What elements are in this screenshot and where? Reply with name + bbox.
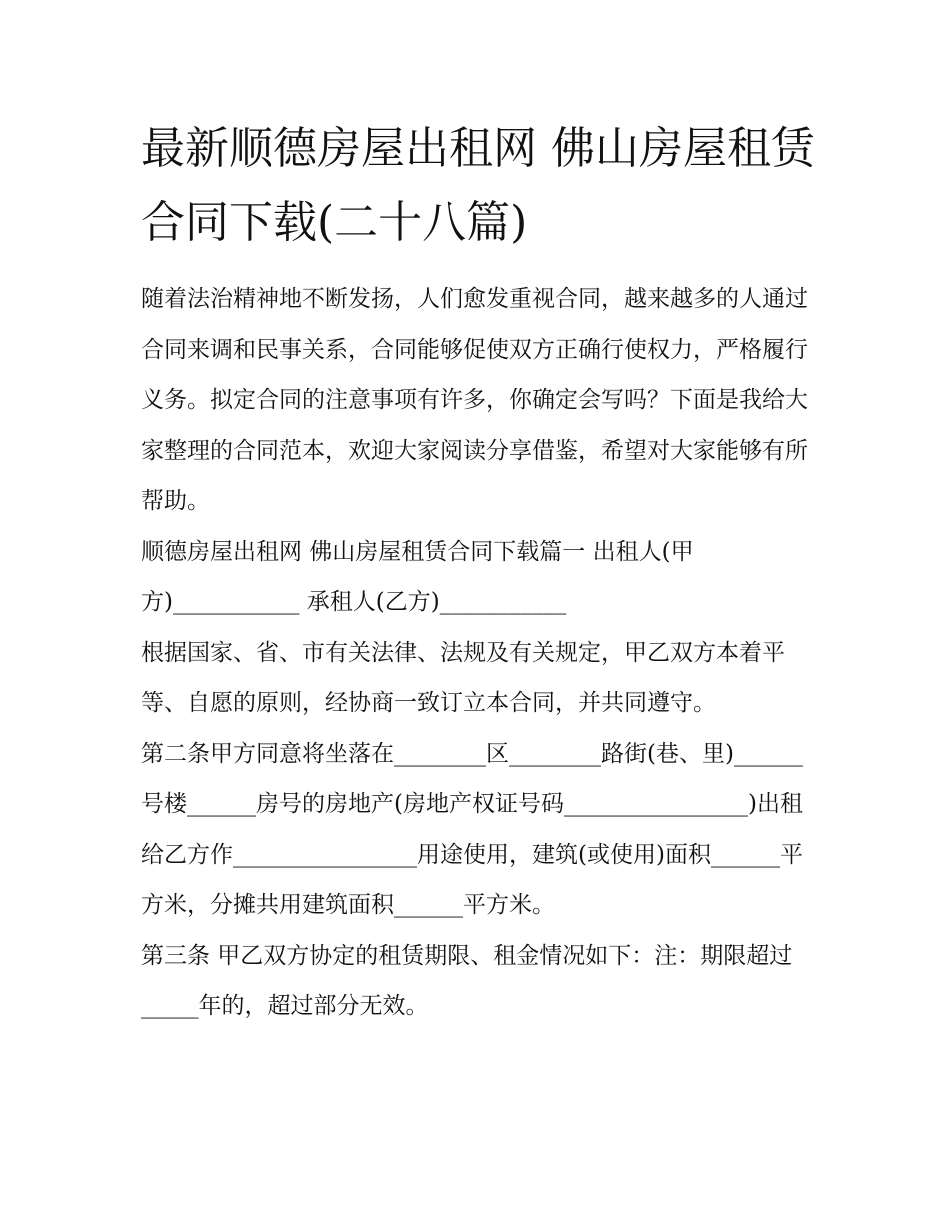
article-two-paragraph: 第二条甲方同意将坐落在________区________路街(巷、里)______号楼______房号的房地产(房地产权证号码________________)出租给乙方作________________用途使用，建筑(或使用)面积______平方米，分摊共用建筑面积______平方米。 [141,740,803,918]
document-content [141,112,821,1032]
intro-paragraph: 随着法治精神地不断发扬，人们愈发重视合同，越来越多的人通过合同来调和民事关系，合同能够促使双方正确行使权力，严格履行义务。拟定合同的注意事项有许多，你确定会写吗？下面是我给大家整理的合同范本，欢迎大家阅读分享借鉴，希望对大家能够有所帮助。 [141,286,808,514]
section-heading-paragraph: 顺德房屋出租网 佛山房屋租赁合同下载篇一 出租人(甲方)___________ 承租人(乙方)___________ [141,538,694,615]
legal-basis-paragraph: 根据国家、省、市有关法律、法规及有关规定，甲乙双方本着平等、自愿的原则，经协商一致订立本合同，并共同遵守。 [141,639,785,716]
article-three-paragraph: 第三条 甲乙双方协定的租赁期限、租金情况如下：注：期限超过_____年的，超过部分无效。 [141,942,793,1019]
document-title: 最新顺德房屋出租网 佛山房屋租赁合同下载(二十八篇) [141,123,815,248]
